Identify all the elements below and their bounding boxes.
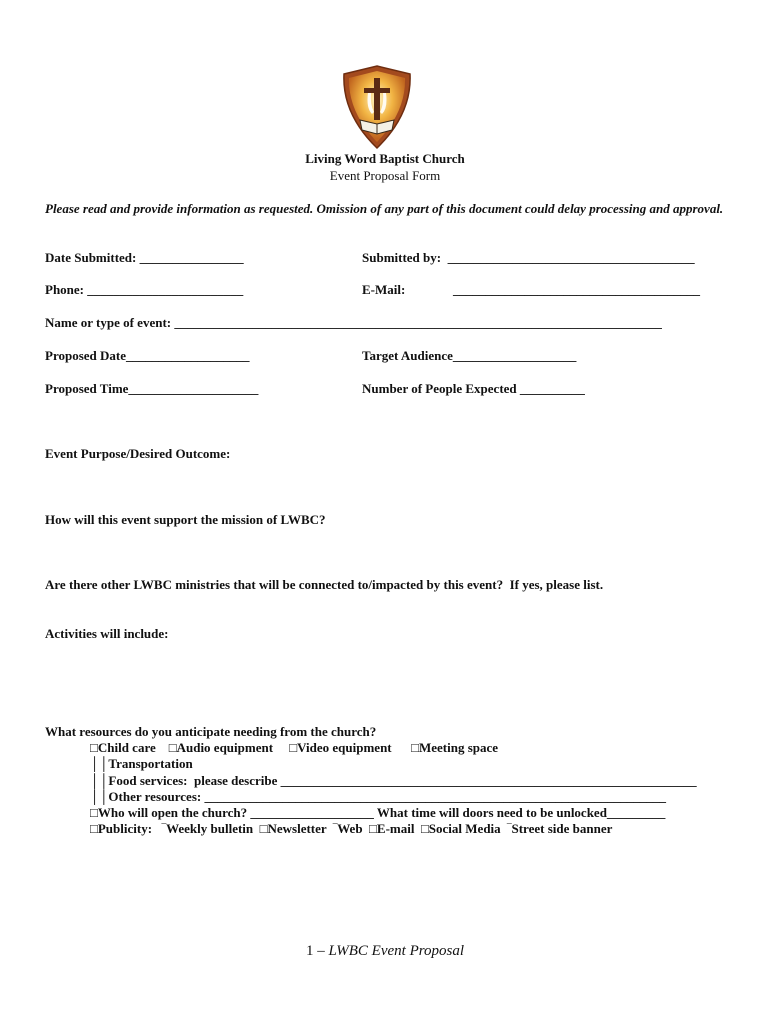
church-name: Living Word Baptist Church [305,151,465,166]
target-audience-field[interactable]: Target Audience___________________ [362,348,577,363]
proposed-date-field[interactable]: Proposed Date___________________ [45,348,250,363]
ministries-question: Are there other LWBC ministries that will be connected to/impacted by this event? If yes, please list. [45,577,604,592]
resources-checklist-row-1[interactable]: □Child care □Audio equipment □Video equipment □Meeting space [90,740,499,755]
page-footer [0,943,770,960]
proposed-time-field[interactable]: Proposed Time____________________ [45,381,259,396]
page-number: 1 – [305,943,329,959]
people-expected-field[interactable]: Number of People Expected __________ [362,381,585,396]
email-label: E-Mail: [362,282,406,297]
other-resources-field[interactable]: ││Other resources: _______________________________________________________________________ [90,789,666,804]
food-services-field[interactable]: ││Food services: please describe ________________________________________________________________ [90,773,697,788]
mission-question: How will this event support the mission of LWBC? [45,512,326,527]
activities-question: Activities will include: [45,626,169,641]
purpose-question: Event Purpose/Desired Outcome: [45,446,231,461]
footer-doc-name: LWBC Event Proposal [328,943,465,959]
resources-question: What resources do you anticipate needing from the church? [45,724,377,739]
phone-field[interactable]: Phone: ________________________ [45,282,244,297]
email-field[interactable]: ______________________________________ [453,282,700,297]
church-opening-field[interactable]: □Who will open the church? ___________________ What time will doors need to be unlocked_________ [90,805,666,820]
church-shield-logo [340,64,414,150]
event-name-field[interactable]: Name or type of event: ___________________________________________________________________________ [45,315,662,330]
date-submitted-field[interactable]: Date Submitted: ________________ [45,250,244,265]
submitted-by-field[interactable]: Submitted by: ______________________________________ [362,250,695,265]
form-title: Event Proposal Form [329,168,441,183]
publicity-checklist[interactable]: □Publicity: ‾Weekly bulletin □Newsletter ‾Web □E-mail □Social Media ‾Street side banner [90,821,613,836]
transportation-checkbox[interactable]: ││Transportation [90,756,193,771]
instructions-text: Please read and provide information as requested. Omission of any part of this document could delay processing and approval. [45,201,724,216]
